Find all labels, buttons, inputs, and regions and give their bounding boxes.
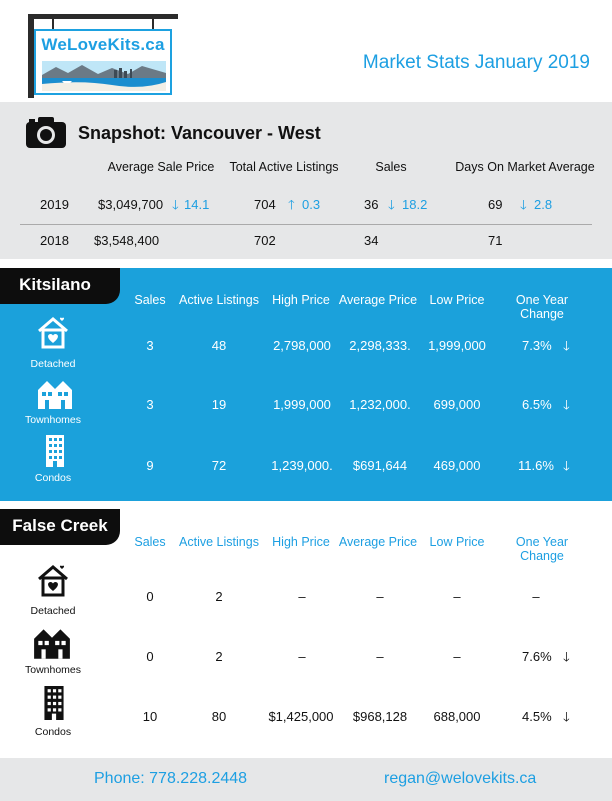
one-year-change-value: – (532, 589, 540, 604)
property-type-label: Condos (34, 726, 72, 738)
col-header-sales: Sales (134, 535, 166, 549)
snapshot-change: 0.3 (302, 197, 321, 212)
sales-value: 3 (146, 338, 154, 353)
snapshot-year: 2018 (40, 233, 69, 248)
high-price-value: – (298, 589, 306, 604)
active-listings-value: 2 (215, 649, 223, 664)
townhomes-icon (32, 626, 72, 660)
low-price-value: 1,999,000 (428, 338, 486, 353)
col-header-average-price: Average Price (338, 535, 418, 549)
one-year-change-value: 6.5% (522, 397, 552, 412)
low-price-value: – (453, 649, 461, 664)
snapshot-change: 14.1 (184, 197, 210, 212)
snapshot-title: Snapshot: Vancouver - West (78, 123, 321, 143)
skyline-illustration (42, 61, 166, 91)
property-type-label: Townhomes (24, 414, 82, 426)
townhomes-icon (36, 378, 74, 410)
snapshot-value: 36 (364, 197, 379, 212)
arrow-down-icon: 🡓 (388, 197, 395, 212)
col-header-total-active-listings: Total Active Listings (229, 160, 339, 174)
high-price-value: – (298, 649, 306, 664)
arrow-down-icon: 🡓 (172, 197, 179, 212)
snapshot-change: 2.8 (534, 197, 553, 212)
col-header-sales: Sales (375, 160, 407, 174)
snapshot-value: 34 (364, 233, 379, 248)
col-header-active-listings: Active Listings (179, 293, 259, 307)
email-link[interactable]: regan@welovekits.ca (384, 770, 537, 787)
high-price-value: 1,239,000. (271, 458, 333, 473)
false-creek-label: False Creek (12, 516, 108, 535)
col-header-high-price: High Price (272, 293, 330, 307)
average-price-value: – (376, 589, 384, 604)
high-price-value: $1,425,000 (268, 709, 334, 724)
snapshot-value: 702 (254, 233, 276, 248)
detached-house-icon (36, 315, 70, 349)
arrow-down-icon: 🡓 (563, 397, 570, 412)
one-year-change-value: 11.6% (518, 458, 554, 473)
condo-building-icon (44, 435, 66, 467)
arrow-down-icon: 🡓 (563, 338, 570, 353)
kitsilano-label: Kitsilano (19, 275, 91, 294)
average-price-value: 2,298,333. (349, 338, 411, 353)
active-listings-value: 2 (215, 589, 223, 604)
col-header-one-year-change: One Year Change (515, 535, 569, 563)
arrow-down-icon: 🡓 (563, 458, 570, 473)
active-listings-value: 80 (211, 709, 227, 724)
col-header-days-on-market: Days On Market Average (455, 160, 595, 174)
average-price-value: – (376, 649, 384, 664)
page-title: Market Stats January 2019 (362, 52, 590, 73)
phone-link[interactable]: Phone: 778.228.2448 (94, 770, 248, 787)
low-price-value: 688,000 (433, 709, 481, 724)
low-price-value: 699,000 (433, 397, 481, 412)
average-price-value: $691,644 (352, 458, 408, 473)
sales-value: 3 (146, 397, 154, 412)
camera-icon (26, 116, 66, 148)
one-year-change-value: 7.3% (522, 338, 552, 353)
arrow-up-icon: 🡑 (288, 197, 295, 212)
low-price-value: 469,000 (433, 458, 481, 473)
one-year-change-value: 7.6% (522, 649, 552, 664)
col-header-average-price: Average Price (338, 293, 418, 307)
sign-beam (28, 14, 178, 19)
low-price-value: – (453, 589, 461, 604)
snapshot-value: $3,049,700 (98, 197, 164, 212)
high-price-value: 2,798,000 (273, 338, 331, 353)
logo-text: WeLoveKits.ca (41, 35, 165, 54)
logo[interactable] (34, 29, 172, 95)
property-type-label: Condos (34, 472, 72, 484)
snapshot-value: 69 (488, 197, 503, 212)
property-type-label: Detached (30, 358, 76, 370)
property-type-label: Townhomes (24, 664, 82, 676)
col-header-active-listings: Active Listings (179, 535, 259, 549)
snapshot-value: 71 (488, 233, 503, 248)
col-header-sales: Sales (134, 293, 166, 307)
one-year-change-value: 4.5% (522, 709, 552, 724)
divider (20, 224, 592, 225)
arrow-down-icon: 🡓 (520, 197, 527, 212)
active-listings-value: 19 (211, 397, 227, 412)
col-header-low-price: Low Price (429, 535, 485, 549)
snapshot-value: $3,548,400 (94, 233, 160, 248)
col-header-one-year-change: One Year Change (515, 293, 569, 321)
condo-building-icon (42, 686, 66, 720)
snapshot-change: 18.2 (402, 197, 428, 212)
col-header-avg-sale-price: Average Sale Price (107, 160, 215, 174)
average-price-value: $968,128 (352, 709, 408, 724)
arrow-down-icon: 🡓 (563, 709, 570, 724)
col-header-low-price: Low Price (429, 293, 485, 307)
sales-value: 0 (146, 649, 154, 664)
property-type-label: Detached (30, 605, 76, 617)
snapshot-year: 2019 (40, 197, 69, 212)
active-listings-value: 48 (211, 338, 227, 353)
col-header-high-price: High Price (272, 535, 330, 549)
sales-value: 10 (142, 709, 158, 724)
active-listings-value: 72 (211, 458, 227, 473)
high-price-value: 1,999,000 (273, 397, 331, 412)
arrow-down-icon: 🡓 (563, 649, 570, 664)
snapshot-value: 704 (254, 197, 276, 212)
detached-house-icon (36, 563, 70, 597)
average-price-value: 1,232,000. (349, 397, 411, 412)
sales-value: 0 (146, 589, 154, 604)
sales-value: 9 (146, 458, 154, 473)
